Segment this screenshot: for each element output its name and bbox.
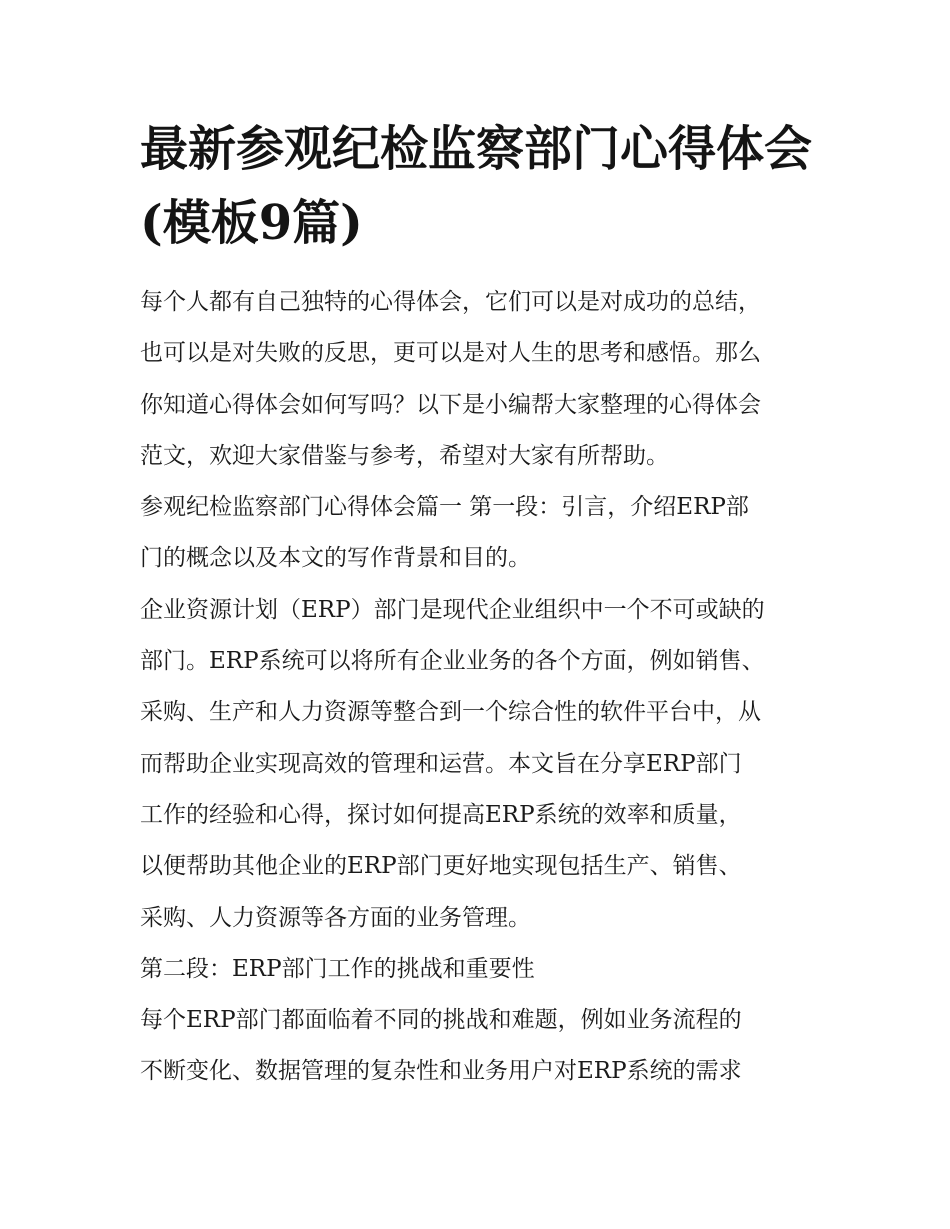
body-line: 范文，欢迎大家借鉴与参考，希望对大家有所帮助。 — [140, 442, 669, 469]
body-line: 工作的经验和心得，探讨如何提高ERP系统的效率和质量， — [140, 801, 742, 828]
body-line: 不断变化、数据管理的复杂性和业务用户对ERP系统的需求 — [140, 1058, 742, 1085]
body-line: 参观纪检监察部门心得体会篇一 第一段：引言，介绍ERP部 — [140, 494, 749, 521]
body-line: 你知道心得体会如何写吗？以下是小编帮大家整理的心得体会 — [140, 391, 761, 418]
body-line: 采购、生产和人力资源等整合到一个综合性的软件平台中，从 — [140, 699, 761, 726]
body-line: 部门。ERP系统可以将所有企业业务的各个方面，例如销售、 — [140, 648, 765, 675]
body-line: 采购、人力资源等各方面的业务管理。 — [140, 904, 531, 931]
document-title: 最新参观纪检监察部门心得体会(模板9篇) — [140, 121, 813, 251]
body-line: 每个人都有自己独特的心得体会，它们可以是对成功的总结， — [140, 289, 761, 315]
body-line: 门的概念以及本文的写作背景和目的。 — [140, 545, 531, 572]
body-line: 以便帮助其他企业的ERP部门更好地实现包括生产、销售、 — [140, 853, 742, 880]
body-line: 企业资源计划（ERP）部门是现代企业组织中一个不可或缺的 — [140, 596, 765, 623]
document-body — [140, 277, 840, 1098]
body-line: 第二段：ERP部门工作的挑战和重要性 — [140, 955, 535, 982]
body-line: 而帮助企业实现高效的管理和运营。本文旨在分享ERP部门 — [140, 750, 742, 777]
body-line: 也可以是对失败的反思，更可以是对人生的思考和感悟。那么 — [140, 340, 761, 367]
body-line: 每个ERP部门都面临着不同的挑战和难题，例如业务流程的 — [140, 1007, 742, 1034]
